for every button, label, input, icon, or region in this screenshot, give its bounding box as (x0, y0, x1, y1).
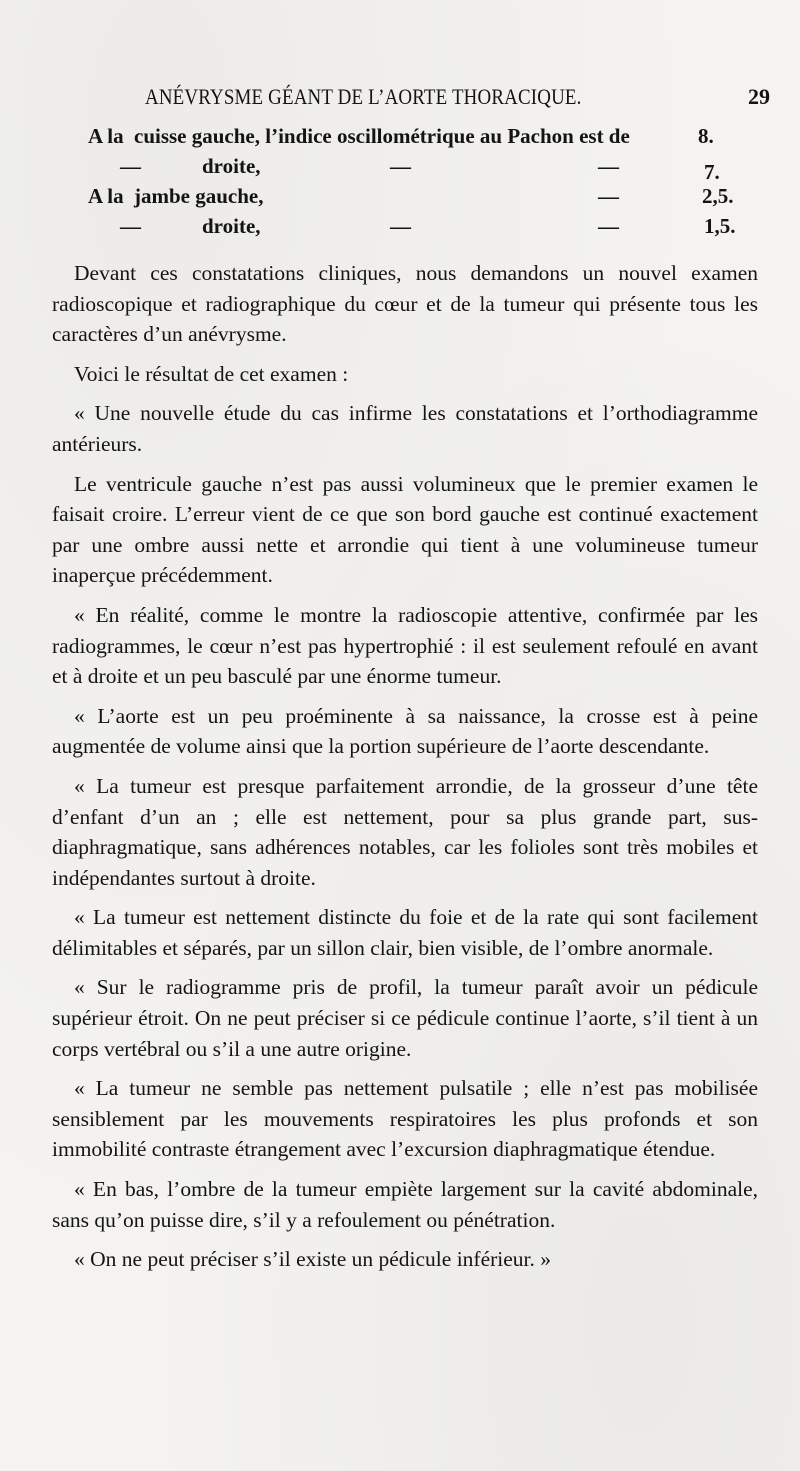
paragraph-new-study: « Une nouvelle étude du cas infirme les constatations et l’orthodiagramme antérieurs. (52, 401, 758, 456)
index-row-lead: A la (88, 184, 124, 208)
paragraph-abdominal-extension: « En bas, l’ombre de la tumeur empiète largement sur la cavité abdominale, sans qu’on puisse dire, s’il y a refoulement ou pénétration. (52, 1177, 758, 1232)
paragraph-exam-intro: Voici le résultat de cet examen : (74, 361, 349, 386)
oscillometric-index-table (88, 124, 752, 244)
index-row-label: jambe gauche, (134, 184, 264, 208)
index-row-label: droite, (202, 154, 261, 178)
paragraph-inferior-pedicle: « On ne peut préciser s’il existe un pédicule inférieur. » (74, 1247, 552, 1272)
index-row-left-thigh (88, 124, 752, 154)
index-row-ditto-mark: — (598, 154, 619, 178)
paragraph-profile-radiogram: « Sur le radiogramme pris de profil, la tumeur paraît avoir un pédicule supérieur étroit. On ne peut préciser si ce pédicule continue l’aorte, s’il tient à un corps vertébral ou s’il a une autre origine. (52, 975, 758, 1061)
paragraph-pulsatility: « La tumeur ne semble pas nettement pulsatile ; elle n’est pas mobilisée sensiblement par les mouvements respiratoires les plus profonds et son immobilité contraste étrangement avec l’excursion diaphragmatique étendue. (52, 1076, 758, 1162)
index-row-lead: A la (88, 124, 124, 148)
index-row-value: 1,5. (704, 214, 736, 238)
index-row-ditto-mark: — (598, 184, 619, 208)
index-row-right-thigh (88, 154, 752, 184)
index-row-ditto-mark: — (390, 214, 411, 238)
page-number: 29 (748, 84, 770, 109)
index-row-label: droite, (202, 214, 261, 238)
index-row-lead: — (120, 214, 141, 238)
index-row-left-leg (88, 184, 752, 214)
index-row-ditto-mark: — (390, 154, 411, 178)
index-row-value: 8. (698, 124, 714, 148)
paragraph-left-ventricle: Le ventricule gauche n’est pas aussi volumineux que le premier examen le faisait croire. L’erreur vient de ce que son bord gauche est continué exactement par une ombre aussi nette et arrondie qui tient à une volumineuse tumeur inaperçue précédemment. (52, 471, 758, 588)
index-row-right-leg (88, 214, 752, 244)
body-text (52, 258, 758, 1275)
index-row-ditto-mark: — (598, 214, 619, 238)
paragraph-tumor-liver-spleen: « La tumeur est nettement distincte du foie et de la rate qui sont facilement délimitables et séparés, par un sillon clair, bien visible, de l’ombre anormale. (52, 905, 758, 960)
paragraph-tumor-shape: « La tumeur est presque parfaitement arrondie, de la grosseur d’une tête d’enfant d’un an ; elle est nettement, pour sa plus grande part, sus-diaphragmatique, sans adhérences notables, car les folioles sont très mobiles et indépendantes surtout à droite. (52, 773, 758, 890)
index-row-value: 7. (704, 160, 720, 184)
index-row-label: cuisse gauche, l’indice oscillométrique au Pachon est de (134, 124, 630, 148)
page-header (145, 84, 770, 114)
index-row-value: 2,5. (702, 184, 734, 208)
running-title: ANÉVRYSME GÉANT DE L’AORTE THORACIQUE. (145, 84, 582, 109)
paragraph-aorta: « L’aorte est un peu proéminente à sa naissance, la crosse est à peine augmentée de volume ainsi que la portion supérieure de l’aorte descendante. (52, 703, 758, 759)
index-row-lead: — (120, 154, 141, 178)
paragraph-heart-position: « En réalité, comme le montre la radioscopie attentive, confirmée par les radiogrammes, le cœur n’est pas hypertrophié : il est seulement refoulé en avant et à droite et un peu basculé par une énorme tumeur. (52, 602, 758, 689)
paragraph-clinical-findings: Devant ces constatations cliniques, nous demandons un nouvel examen radioscopique et radiographique du cœur et de la tumeur qui présente tous les caractères d’un anévrysme. (52, 261, 758, 347)
